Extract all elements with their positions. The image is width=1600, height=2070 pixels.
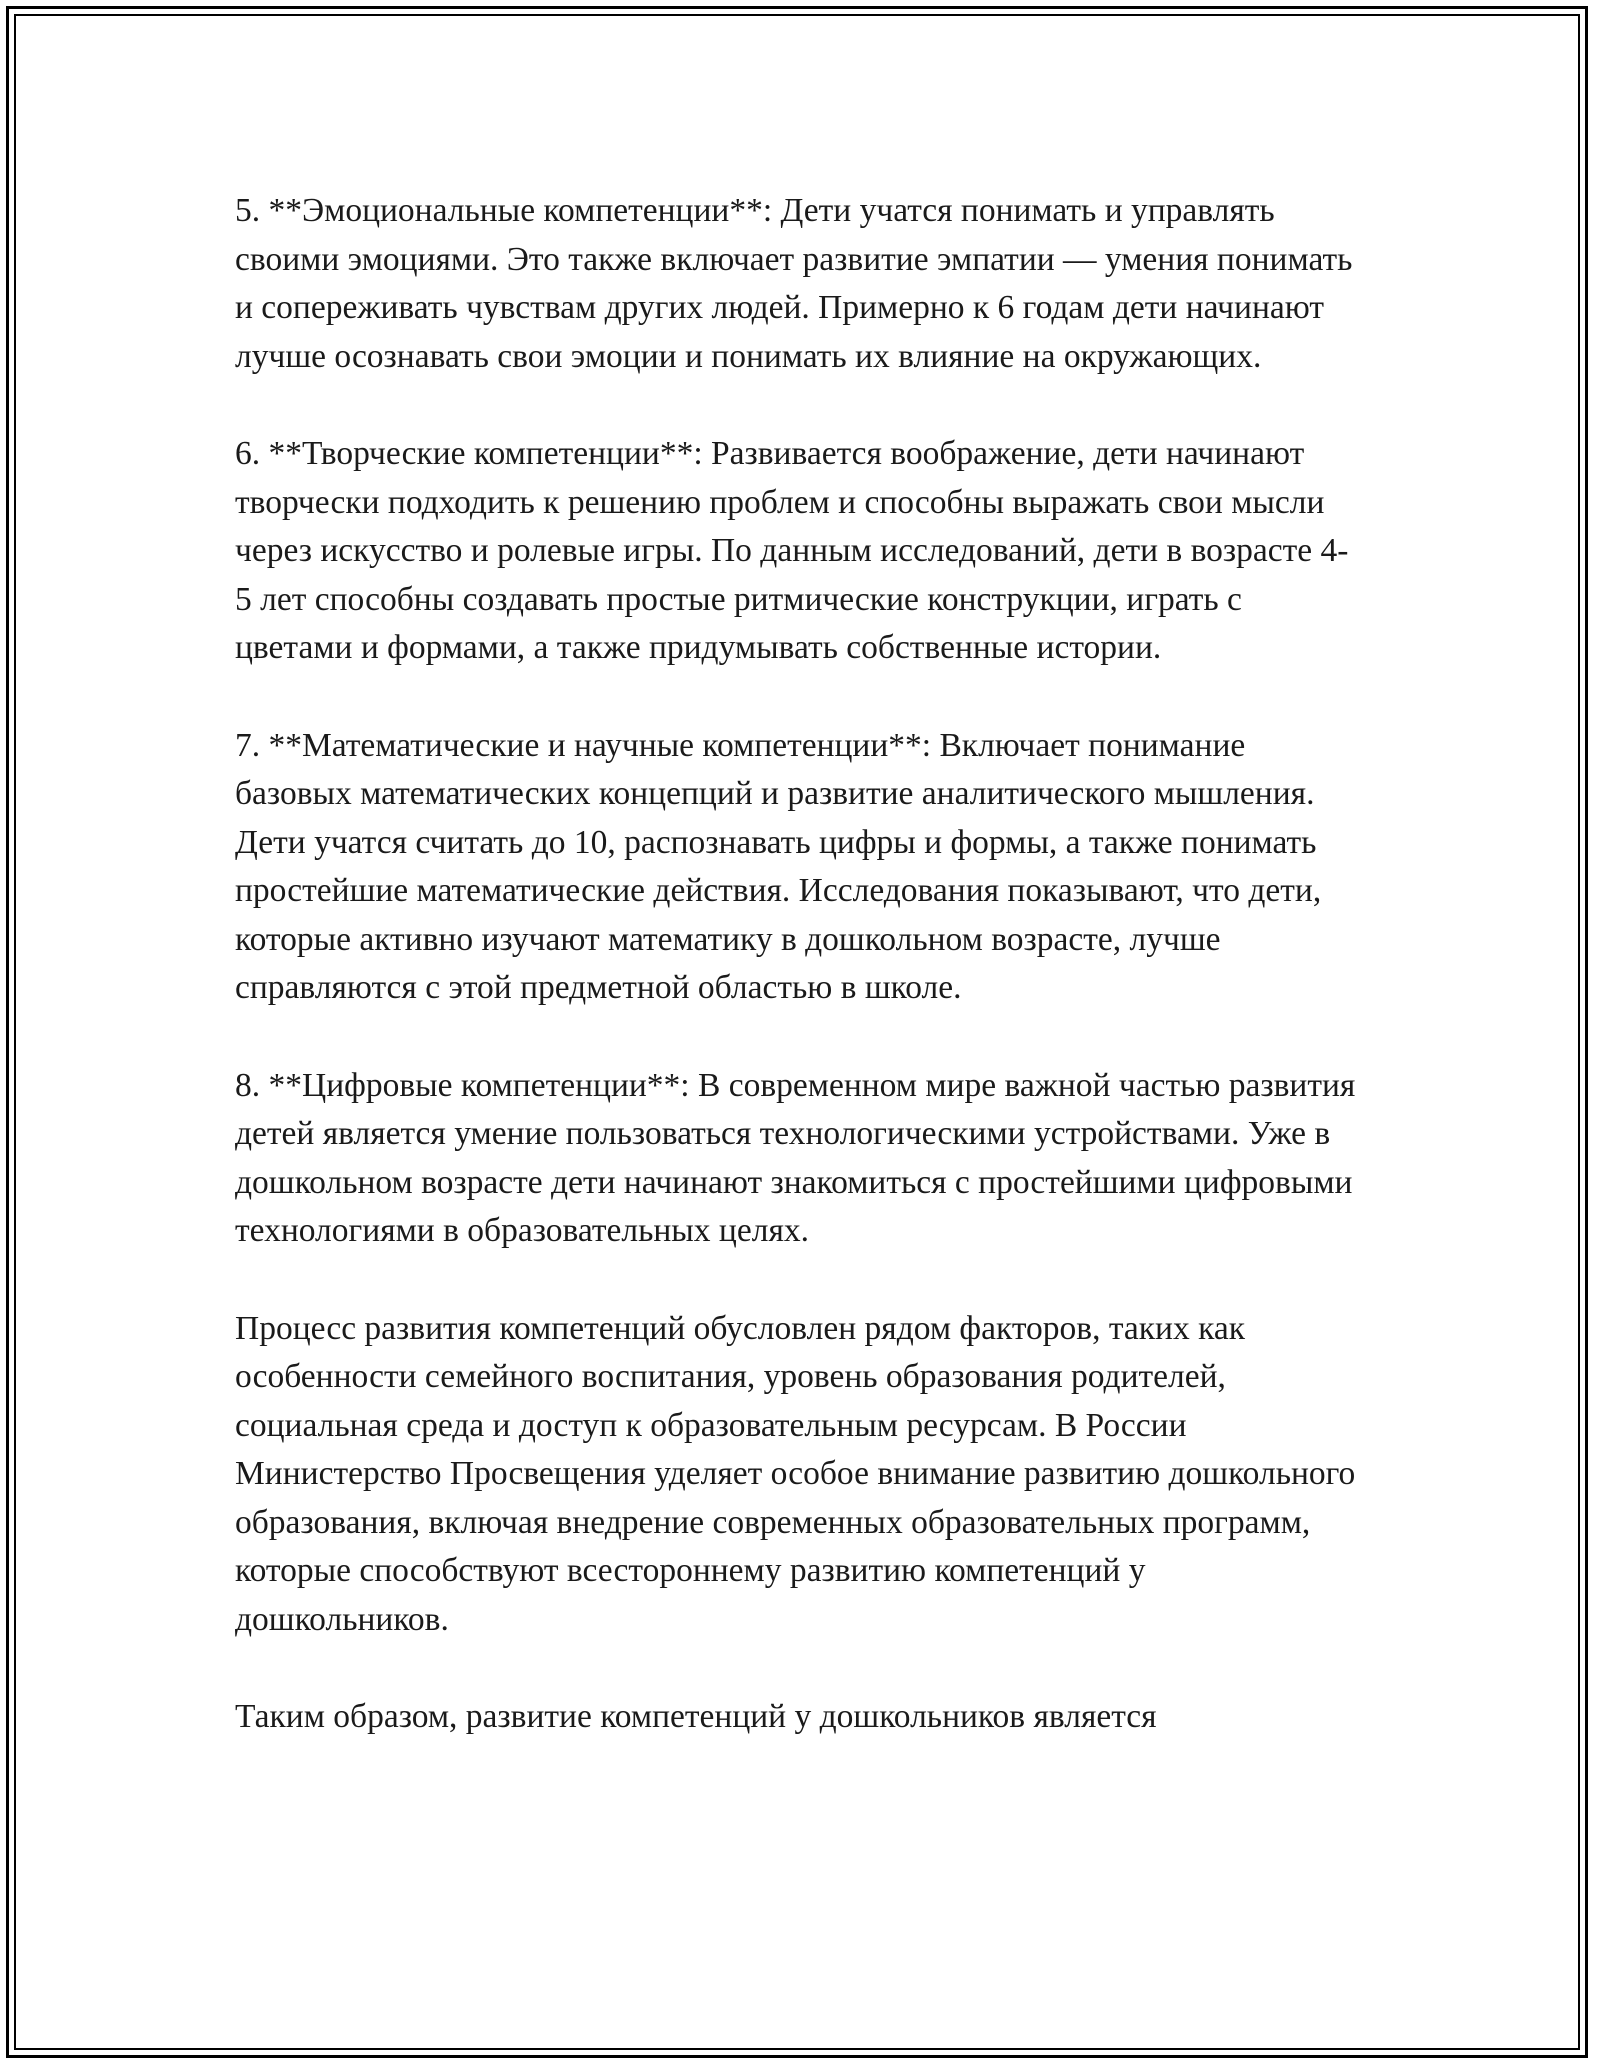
paragraph-development-factors: Процесс развития компетенций обусловлен рядом факторов, таких как особенности семейного воспитания, уровень образования родителей, социальная среда и доступ к образовательным ресурсам. В России Министерство Просвещения уделяет особое внимание развитию дошкольного образования, включая внедрение современных образовательных программ, которые способствуют всестороннему развитию компетенций у дошкольников. (235, 1309, 1356, 1638)
paragraph-creative-competencies: 6. **Творческие компетенции**: Развивается воображение, дети начинают творчески подходить к решению проблем и способны выражать свои мысли через искусство и ролевые игры. По данным исследований, дети в возрасте 4-5 лет способны создавать простые ритмические конструкции, играть с цветами и формами, а также придумывать собственные истории. (235, 435, 1349, 666)
paragraph-digital-competencies: 8. **Цифровые компетенции**: В современном мире важной частью развития детей является умение пользоваться технологическими устройствами. Уже в дошкольном возрасте дети начинают знакомиться с простейшими цифровыми технологиями в образовательных целях. (235, 1066, 1356, 1249)
paragraph-emotional-competencies: 5. **Эмоциональные компетенции**: Дети учатся понимать и управлять своими эмоциями. Это также включает развитие эмпатии — умения понимать и сопереживать чувствам других людей. Примерно к 6 годам дети начинают лучше осознавать свои эмоции и понимать их влияние на окружающих. (235, 192, 1353, 375)
paragraph-conclusion: Таким образом, развитие компетенций у дошкольников является (235, 1698, 1157, 1735)
document-body (235, 187, 1365, 1742)
paragraph-math-science-competencies: 7. **Математические и научные компетенции**: Включает понимание базовых математических концепций и развитие аналитического мышления. Дети учатся считать до 10, распознавать цифры и формы, а также понимать простейшие математические действия. Исследования показывают, что дети, которые активно изучают математику в дошкольном возрасте, лучше справляются с этой предметной областью в школе. (235, 726, 1322, 1006)
